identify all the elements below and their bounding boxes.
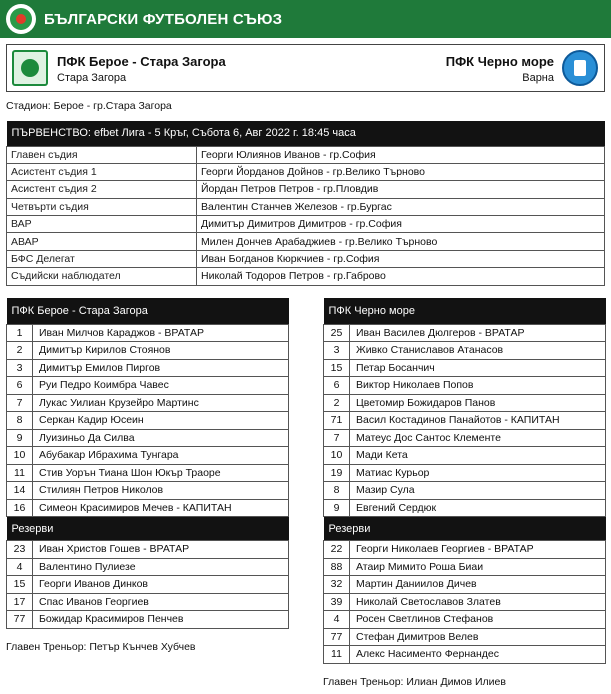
sub-player-row bbox=[7, 611, 289, 629]
official-row bbox=[7, 163, 605, 180]
player-row bbox=[324, 412, 606, 430]
sub-player-row bbox=[7, 558, 289, 576]
home-team-logo-icon bbox=[12, 50, 48, 86]
official-role: Асистент съдия 2 bbox=[7, 181, 197, 198]
lineup-team-name: ПФК Черно море bbox=[328, 304, 415, 317]
player-number: 71 bbox=[324, 412, 350, 430]
player-name[interactable]: Атаир Мимито Роша Биаи bbox=[350, 558, 606, 576]
player-row bbox=[324, 499, 606, 517]
sub-player-row bbox=[324, 593, 606, 611]
player-name[interactable]: Николай Светославов Златев bbox=[350, 593, 606, 611]
match-header bbox=[6, 44, 605, 92]
official-row bbox=[7, 250, 605, 267]
player-name[interactable]: Лукас Уилиан Крузейро Мартинс bbox=[33, 394, 289, 412]
player-name[interactable]: Живко Станиславов Атанасов bbox=[350, 342, 606, 360]
official-name: Димитър Димитров Димитров - гр.София bbox=[197, 216, 605, 233]
sub-player-row bbox=[7, 576, 289, 594]
player-number: 32 bbox=[324, 576, 350, 594]
official-role: Съдийски наблюдател bbox=[7, 268, 197, 285]
away-team-logo-icon bbox=[562, 50, 598, 86]
player-number: 9 bbox=[324, 499, 350, 517]
top-bar bbox=[0, 0, 611, 38]
lineup-team-name: ПФК Берое - Стара Загора bbox=[11, 304, 148, 317]
sub-player-row bbox=[324, 611, 606, 629]
player-number: 22 bbox=[324, 541, 350, 559]
player-row bbox=[7, 482, 289, 500]
sub-player-row bbox=[7, 541, 289, 559]
official-name: Георги Йорданов Дойнов - гр.Велико Търново bbox=[197, 163, 605, 180]
player-number: 39 bbox=[324, 593, 350, 611]
player-name[interactable]: Матеус Дос Сантос Клементе bbox=[350, 429, 606, 447]
away-team-name[interactable]: ПФК Черно море bbox=[445, 54, 554, 69]
player-name[interactable]: Мартин Даниилов Дичев bbox=[350, 576, 606, 594]
player-row bbox=[324, 377, 606, 395]
player-name[interactable]: Димитър Кирилов Стоянов bbox=[33, 342, 289, 360]
player-name[interactable]: Георги Николаев Георгиев - ВРАТАР bbox=[350, 541, 606, 559]
official-name: Милен Дончев Арабаджиев - гр.Велико Търново bbox=[197, 233, 605, 250]
player-row bbox=[324, 394, 606, 412]
player-row bbox=[7, 394, 289, 412]
player-number: 2 bbox=[7, 342, 33, 360]
player-number: 25 bbox=[324, 324, 350, 342]
site-title: БЪЛГАРСКИ ФУТБОЛЕН СЪЮЗ bbox=[44, 10, 283, 28]
official-role: АВАР bbox=[7, 233, 197, 250]
player-number: 23 bbox=[7, 541, 33, 559]
official-row bbox=[7, 233, 605, 250]
official-row bbox=[7, 268, 605, 285]
official-role: Четвърти съдия bbox=[7, 198, 197, 215]
player-number: 10 bbox=[7, 447, 33, 465]
stadium-info: Стадион: Берое - гр.Стара Загора bbox=[6, 100, 172, 112]
player-number: 15 bbox=[7, 576, 33, 594]
player-row bbox=[7, 499, 289, 517]
official-row bbox=[7, 198, 605, 215]
player-number: 3 bbox=[7, 359, 33, 377]
player-number: 88 bbox=[324, 558, 350, 576]
subs-label: Резерви bbox=[11, 522, 54, 535]
lineup-header bbox=[324, 298, 606, 324]
player-number: 7 bbox=[324, 429, 350, 447]
bfs-logo-icon bbox=[6, 4, 36, 34]
player-number: 11 bbox=[324, 646, 350, 664]
player-name[interactable]: Руи Педро Коимбра Чавес bbox=[33, 377, 289, 395]
official-name: Йордан Петров Петров - гр.Пловдив bbox=[197, 181, 605, 198]
player-number: 19 bbox=[324, 464, 350, 482]
player-row bbox=[7, 429, 289, 447]
player-number: 77 bbox=[324, 628, 350, 646]
away-team-city: Варна bbox=[522, 72, 554, 84]
player-number: 8 bbox=[324, 482, 350, 500]
player-row bbox=[7, 377, 289, 395]
away-coach: Главен Треньор: Илиан Димов Илиев bbox=[323, 676, 506, 688]
player-name[interactable]: Луизиньо Да Силва bbox=[33, 429, 289, 447]
player-number: 6 bbox=[7, 377, 33, 395]
player-number: 3 bbox=[324, 342, 350, 360]
player-name[interactable]: Васил Костадинов Панайотов - КАПИТАН bbox=[350, 412, 606, 430]
player-name[interactable]: Цветомир Божидаров Панов bbox=[350, 394, 606, 412]
player-name[interactable]: Спас Иванов Георгиев bbox=[33, 593, 289, 611]
player-row bbox=[7, 359, 289, 377]
player-name[interactable]: Божидар Красимиров Пенчев bbox=[33, 611, 289, 629]
sub-player-row bbox=[324, 646, 606, 664]
player-name[interactable]: Петар Босанчич bbox=[350, 359, 606, 377]
player-row bbox=[324, 324, 606, 342]
player-name[interactable]: Стефан Димитров Велев bbox=[350, 628, 606, 646]
player-number: 16 bbox=[7, 499, 33, 517]
player-number: 7 bbox=[7, 394, 33, 412]
player-number: 8 bbox=[7, 412, 33, 430]
official-role: БФС Делегат bbox=[7, 250, 197, 267]
player-number: 6 bbox=[324, 377, 350, 395]
official-row bbox=[7, 146, 605, 163]
player-name[interactable]: Серкан Кадир Юсеин bbox=[33, 412, 289, 430]
player-number: 9 bbox=[7, 429, 33, 447]
player-number: 15 bbox=[324, 359, 350, 377]
player-number: 17 bbox=[7, 593, 33, 611]
officials-table bbox=[6, 121, 605, 286]
player-name[interactable]: Иван Христов Гошев - ВРАТАР bbox=[33, 541, 289, 559]
competition-label: ПЪРВЕНСТВО: efbet Лига - 5 Кръг, Събота 6, Авг 2022 г. 18:45 часа bbox=[11, 127, 356, 140]
player-row bbox=[7, 342, 289, 360]
player-number: 1 bbox=[7, 324, 33, 342]
player-name[interactable]: Алекс Насименто Фернандес bbox=[350, 646, 606, 664]
player-name[interactable]: Абубакар Ибрахима Тунгара bbox=[33, 447, 289, 465]
player-number: 14 bbox=[7, 482, 33, 500]
away-lineup-table bbox=[323, 298, 606, 664]
player-name[interactable]: Мазир Сула bbox=[350, 482, 606, 500]
player-number: 4 bbox=[324, 611, 350, 629]
player-number: 4 bbox=[7, 558, 33, 576]
player-name[interactable]: Валентино Пулиезе bbox=[33, 558, 289, 576]
player-row bbox=[7, 447, 289, 465]
official-name: Иван Богданов Кюркчиев - гр.София bbox=[197, 250, 605, 267]
player-row bbox=[7, 412, 289, 430]
home-team-city: Стара Загора bbox=[57, 72, 127, 84]
player-number: 2 bbox=[324, 394, 350, 412]
player-row bbox=[324, 447, 606, 465]
player-row bbox=[324, 342, 606, 360]
player-row bbox=[7, 464, 289, 482]
subs-header bbox=[324, 517, 606, 541]
player-name[interactable]: Иван Василев Дюлгеров - ВРАТАР bbox=[350, 324, 606, 342]
player-name[interactable]: Георги Иванов Динков bbox=[33, 576, 289, 594]
sub-player-row bbox=[324, 628, 606, 646]
official-row bbox=[7, 216, 605, 233]
sub-player-row bbox=[324, 558, 606, 576]
player-name[interactable]: Иван Милчов Караджов - ВРАТАР bbox=[33, 324, 289, 342]
player-number: 77 bbox=[7, 611, 33, 629]
home-team-name[interactable]: ПФК Берое - Стара Загора bbox=[57, 54, 226, 69]
player-name[interactable]: Димитър Емилов Пиргов bbox=[33, 359, 289, 377]
player-name[interactable]: Росен Светлинов Стефанов bbox=[350, 611, 606, 629]
home-lineup-table bbox=[6, 298, 289, 629]
player-number: 11 bbox=[7, 464, 33, 482]
player-row bbox=[7, 324, 289, 342]
sub-player-row bbox=[324, 576, 606, 594]
player-name[interactable]: Матиас Курьор bbox=[350, 464, 606, 482]
player-number: 10 bbox=[324, 447, 350, 465]
official-role: ВАР bbox=[7, 216, 197, 233]
player-row bbox=[324, 482, 606, 500]
official-role: Асистент съдия 1 bbox=[7, 163, 197, 180]
official-role: Главен съдия bbox=[7, 146, 197, 163]
player-name[interactable]: Стилиян Петров Николов bbox=[33, 482, 289, 500]
official-name: Валентин Станчев Железов - гр.Бургас bbox=[197, 198, 605, 215]
official-name: Николай Тодоров Петров - гр.Габрово bbox=[197, 268, 605, 285]
player-row bbox=[324, 359, 606, 377]
competition-header bbox=[7, 121, 605, 146]
subs-header bbox=[7, 517, 289, 541]
player-name[interactable]: Виктор Николаев Попов bbox=[350, 377, 606, 395]
player-name[interactable]: Мади Кета bbox=[350, 447, 606, 465]
player-row bbox=[324, 464, 606, 482]
official-name: Георги Юлиянов Иванов - гр.София bbox=[197, 146, 605, 163]
player-name[interactable]: Стив Уорън Тиана Шон Юкър Траоре bbox=[33, 464, 289, 482]
home-coach: Главен Треньор: Петър Кънчев Хубчев bbox=[6, 641, 196, 653]
subs-label: Резерви bbox=[328, 522, 371, 535]
player-row bbox=[324, 429, 606, 447]
player-name[interactable]: Евгений Сердюк bbox=[350, 499, 606, 517]
sub-player-row bbox=[7, 593, 289, 611]
lineup-header bbox=[7, 298, 289, 324]
official-row bbox=[7, 181, 605, 198]
player-name[interactable]: Симеон Красимиров Мечев - КАПИТАН bbox=[33, 499, 289, 517]
sub-player-row bbox=[324, 541, 606, 559]
